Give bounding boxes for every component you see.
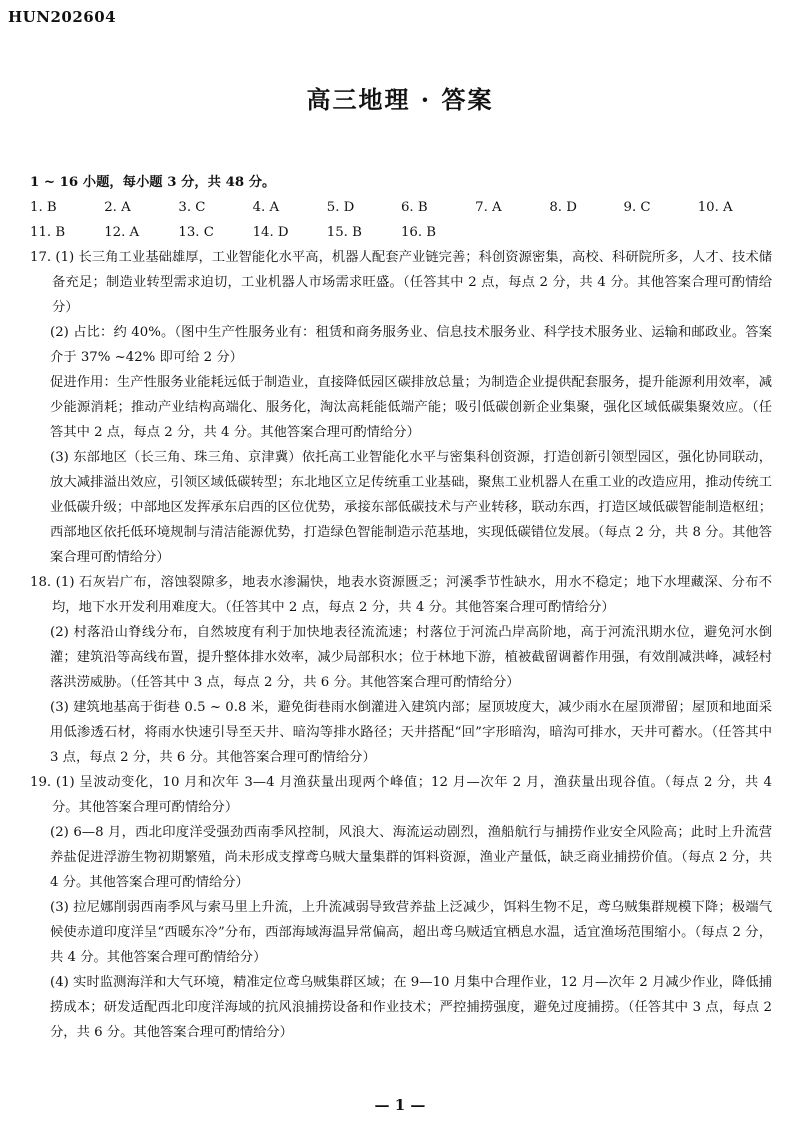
page-title: 高三地理 · 答案 bbox=[306, 85, 494, 114]
mc-answer: 3. C bbox=[178, 200, 206, 215]
mc-answer: 4. A bbox=[252, 200, 280, 215]
q17-part2-effect: 促进作用：生产性服务业能耗远低于制造业，直接降低园区碳排放总量；为制造企业提供配套服务，提升能源利用效率，减少能源消耗；推动产业结构高端化、服务化，淘汰高耗能低端产能；吸引低碳创新企业集聚，强化区域低碳集聚效应。（任答其中 2 点，每点 2 分，共 4 分。其他答案合理可酌情给分） bbox=[50, 375, 772, 440]
q18-part1: 18. (1) 石灰岩广布，溶蚀裂隙多，地表水渗漏快，地表水资源匮乏；河溪季节性缺水，用水不稳定；地下水埋藏深、分布不均，地下水开发利用难度大。（任答其中 2 点，每点 2 分，共 4 分。其他答案合理可酌情给分） bbox=[30, 575, 772, 615]
q17-part1: 17. (1) 长三角工业基础雄厚，工业智能化水平高，机器人配套产业链完善；科创资源密集，高校、科研院所多，人才、技术储备充足；制造业转型需求迫切，工业机器人市场需求旺盛。（任答其中 2 点，每点 2 分，共 4 分。其他答案合理可酌情给分） bbox=[30, 250, 772, 315]
question-18 bbox=[30, 570, 772, 770]
mc-heading: 1 ~ 16 小题，每小题 3 分，共 48 分。 bbox=[30, 175, 276, 190]
page-number: — 1 — bbox=[374, 1096, 426, 1114]
mc-answer: 5. D bbox=[326, 200, 355, 215]
mc-row-1 bbox=[30, 195, 772, 220]
mc-answer: 1. B bbox=[30, 200, 57, 215]
q19-part1: 19. (1) 呈波动变化，10 月和次年 3—4 月渔获量出现两个峰值；12 月—次年 2 月，渔获量出现谷值。（每点 2 分，共 4 分。其他答案合理可酌情给分） bbox=[30, 775, 772, 815]
question-19 bbox=[30, 770, 772, 1045]
q18-part2: (2) 村落沿山脊线分布，自然坡度有利于加快地表径流流速；村落位于河流凸岸高阶地，高于河流汛期水位，避免河水倒灌；建筑沿等高线布置，提升整体排水效率，减少局部积水；位于林地下游，植被截留调蓄作用强，有效削减洪峰，减轻村落洪涝威胁。（任答其中 3 点，每点 2 分，共 6 分。其他答案合理可酌情给分） bbox=[50, 625, 772, 690]
mc-answer: 16. B bbox=[400, 225, 437, 240]
q17-part3: (3) 东部地区（长三角、珠三角、京津冀）依托高工业智能化水平与密集科创资源，打造创新引领型园区，强化协同联动，放大减排溢出效应，引领区域低碳转型；东北地区立足传统重工业基础，聚焦工业机器人在重工业的改造应用，推动传统工业低碳升级；中部地区发挥承东启西的区位优势，承接东部低碳技术与产业转移，联动东西，打造区域低碳智能制造枢纽；西部地区依托低环境规制与清洁能源优势，打造绿色智能制造示范基地，实现低碳错位发展。（每点 2 分，共 8 分。其他答案合理可酌情给分） bbox=[50, 450, 772, 565]
mc-answer: 11. B bbox=[30, 225, 66, 240]
mc-answer: 2. A bbox=[104, 200, 131, 215]
mc-answer: 10. A bbox=[697, 200, 733, 215]
mc-answer: 7. A bbox=[475, 200, 502, 215]
question-17 bbox=[30, 245, 772, 570]
mc-answer: 15. B bbox=[326, 225, 362, 240]
answer-content bbox=[30, 170, 772, 1045]
mc-answer: 6. B bbox=[400, 200, 428, 215]
mc-row-2 bbox=[30, 220, 772, 245]
mc-answer: 8. D bbox=[549, 200, 577, 215]
q18-part3: (3) 建筑地基高于街巷 0.5 ~ 0.8 米，避免街巷雨水倒灌进入建筑内部；屋顶坡度大，减少雨水在屋顶滞留；屋顶和地面采用低渗透石材，将雨水快速引导至天井、暗沟等排水路径；天井搭配“回”字形暗沟，暗沟可排水，天井可蓄水。（任答其中 3 点，每点 2 分，共 6 分。其他答案合理可酌情给分） bbox=[50, 700, 772, 765]
q17-part2: (2) 占比：约 40%。（图中生产性服务业有：租赁和商务服务业、信息技术服务业、科学技术服务业、运输和邮政业。答案介于 37% ~42% 即可给 2 分） bbox=[50, 325, 772, 365]
q19-part3: (3) 拉尼娜削弱西南季风与索马里上升流，上升流减弱导致营养盐上泛减少，饵料生物不足，鸢乌贼集群规模下降；极端气候使赤道印度洋呈“西暖东冷”分布，西部海域海温异常偏高，超出鸢乌贼适宜栖息水温，适宜渔场范围缩小。（每点 2 分，共 4 分。其他答案合理可酌情给分） bbox=[50, 900, 772, 965]
mc-answer: 12. A bbox=[104, 225, 140, 240]
mc-answer: 14. D bbox=[252, 225, 289, 240]
q19-part4: (4) 实时监测海洋和大气环境，精准定位鸢乌贼集群区域；在 9—10 月集中合理作业，12 月—次年 2 月减少作业，降低捕捞成本；研发适配西北印度洋海域的抗风浪捕捞设备和作业技术；严控捕捞强度，避免过度捕捞。（任答其中 3 点，每点 2 分，共 6 分。其他答案合理可酌情给分） bbox=[50, 975, 772, 1040]
q19-part2: (2) 6—8 月，西北印度洋受强劲西南季风控制，风浪大、海流运动剧烈，渔船航行与捕捞作业安全风险高；此时上升流营养盐促进浮游生物初期繁殖，尚未形成支撑鸢乌贼大量集群的饵料资源，渔业产量低，缺乏商业捕捞价值。（每点 2 分，共 4 分。其他答案合理可酌情给分） bbox=[50, 825, 772, 890]
mc-answer: 13. C bbox=[178, 225, 214, 240]
paper-code: HUN202604 bbox=[8, 8, 117, 26]
mc-answer: 9. C bbox=[623, 200, 651, 215]
